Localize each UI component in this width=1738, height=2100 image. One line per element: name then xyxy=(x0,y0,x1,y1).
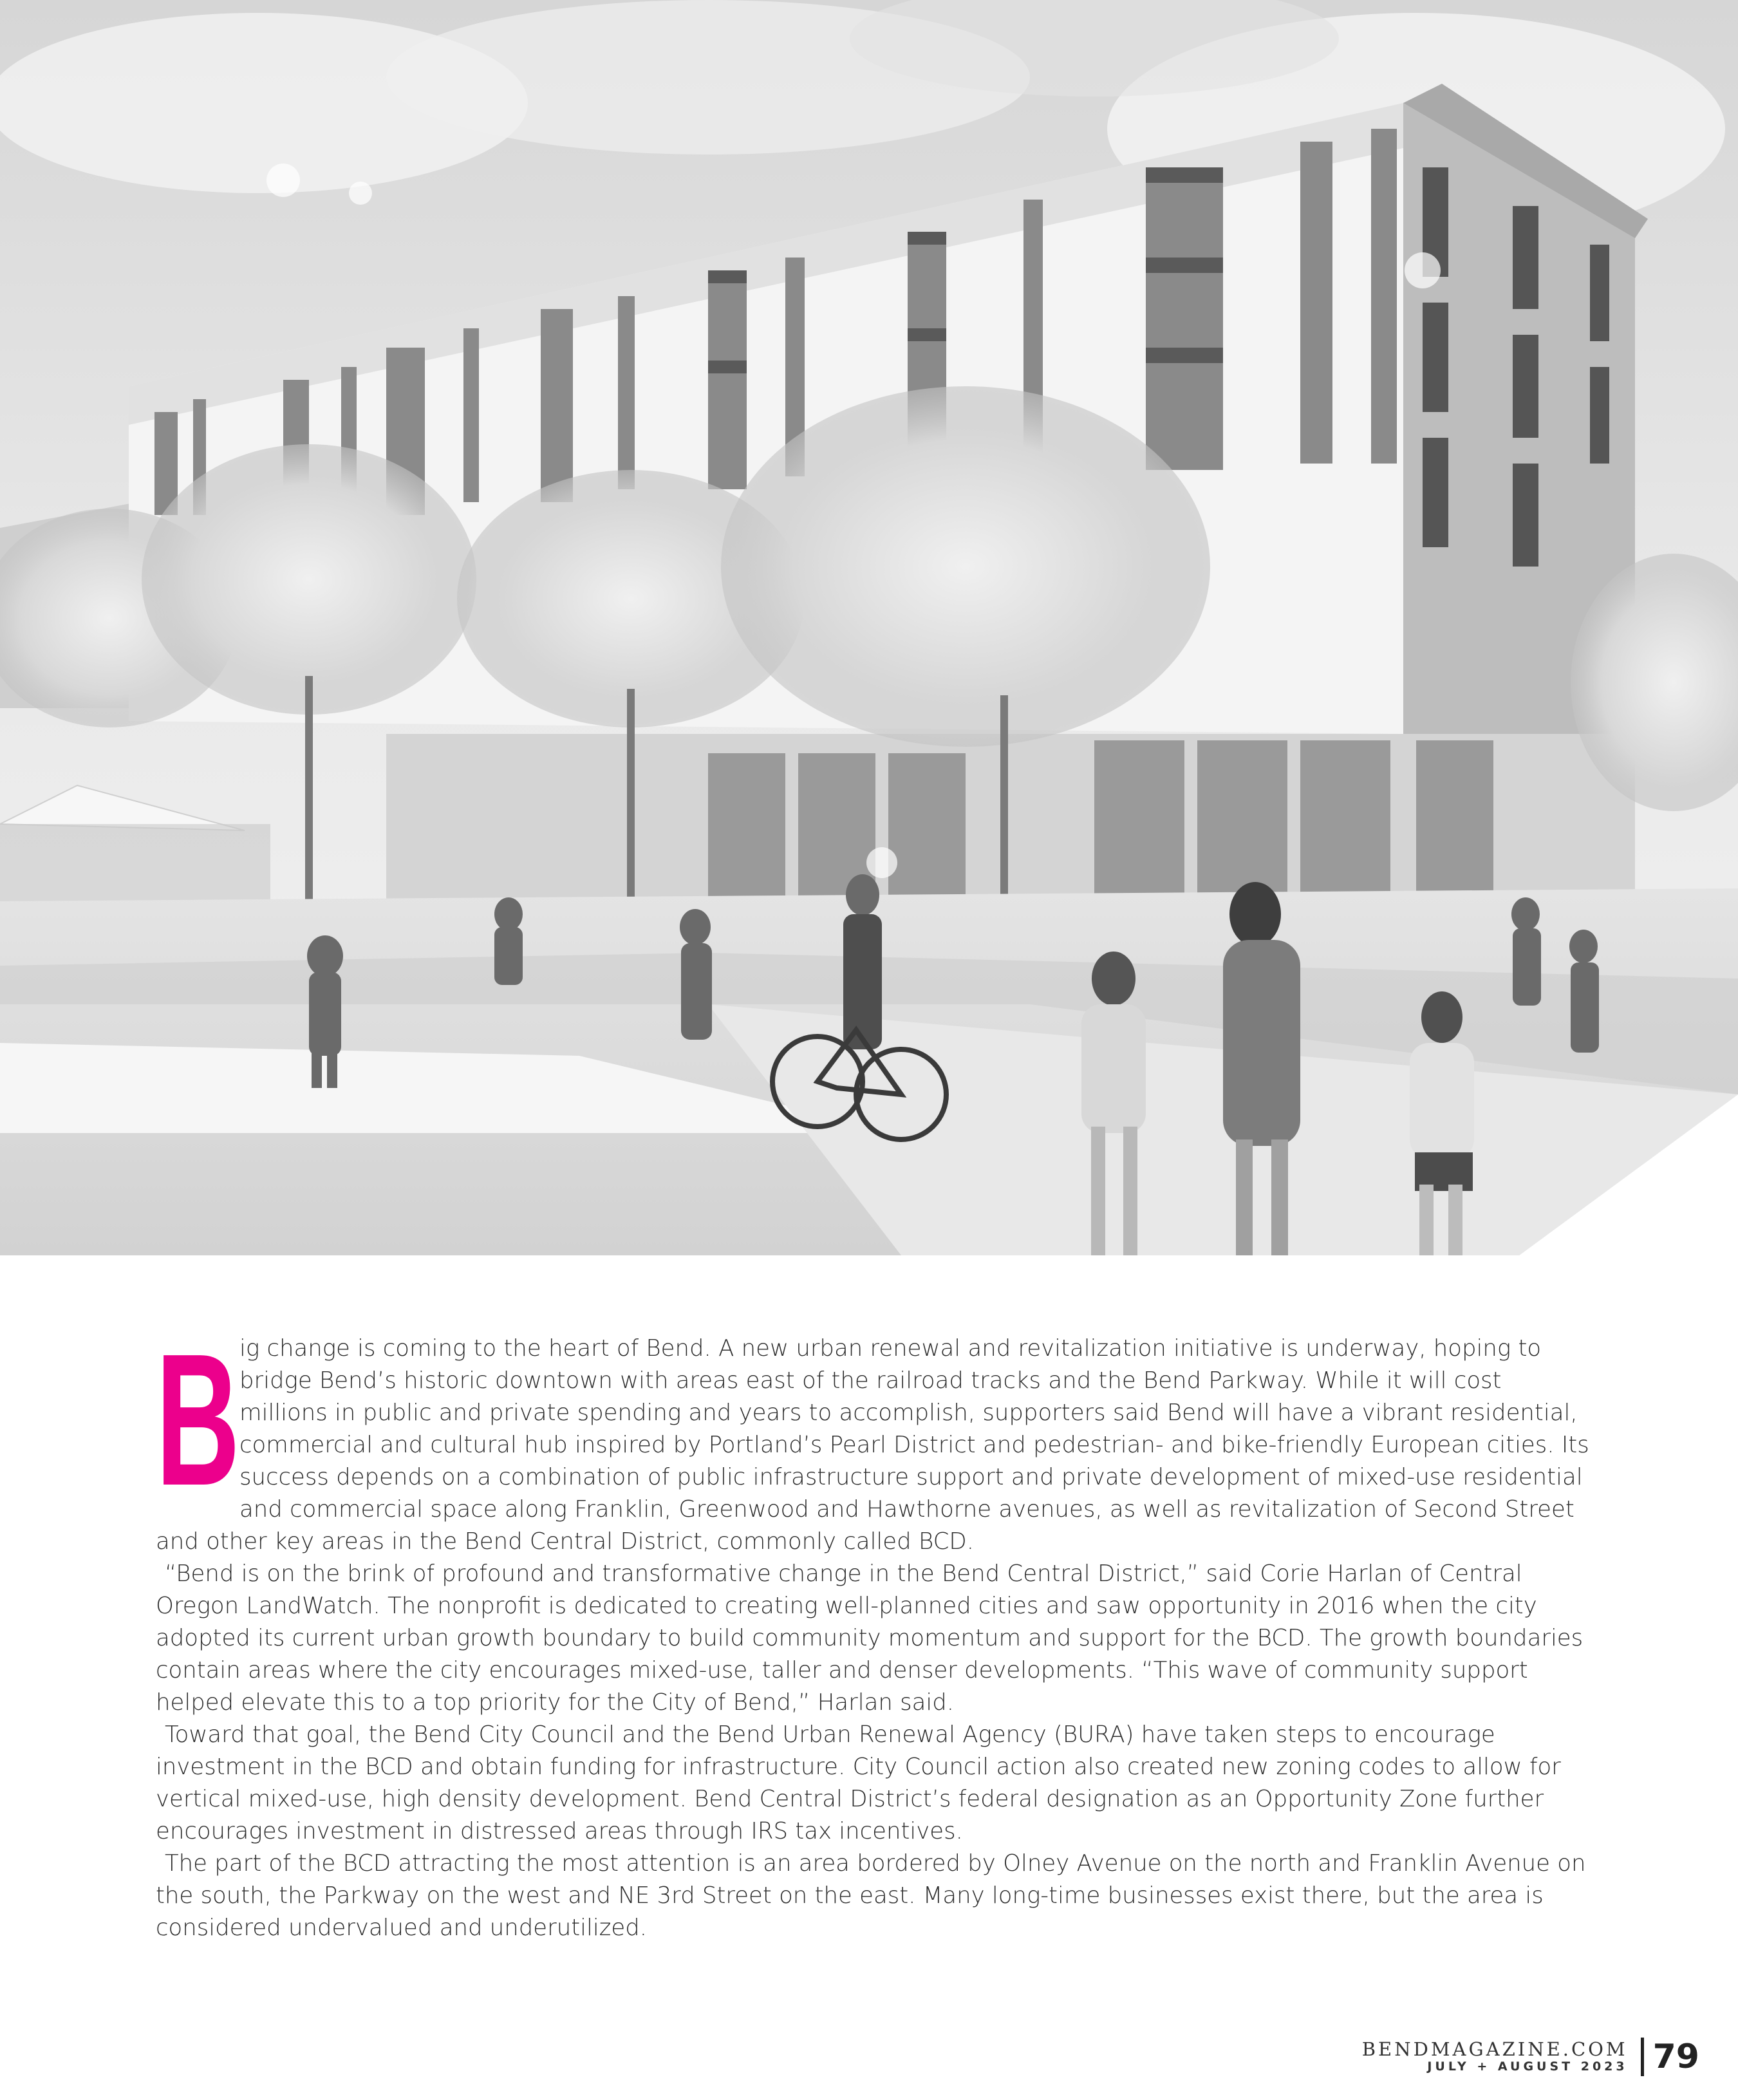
paragraph: Toward that goal, the Bend City Council and the Bend Urban Renewal Agency (BURA) have taken steps to encourage investment in the BCD and obtain funding for infrastructure. City Council action also created new zoning codes to allow for vertical mixed-use, high density development. Bend Central District’s federal designation as an Opportunity Zone further encourages investment in distressed areas through IRS tax incentives. xyxy=(156,1721,1561,1844)
paragraph-text: ig change is coming to the heart of Bend. A new urban renewal and revitalization initiative is underway, hoping to bridge Bend’s historic downtown with areas east of the railroad tracks and the Bend Parkway. While it will cost millions in public and private spending and years to accomplish, supporters said Bend will have a vibrant residential, commercial and cultural hub inspired by Portland’s Pearl District and pedestrian- and bike-friendly European cities. Its success depends on a combination of public infrastructure support and private development of mixed-use residential and commercial space along Franklin, Greenwood and Hawthorne avenues, as well as revitalization of Second Street and other key areas in the Bend Central District, commonly called BCD. xyxy=(156,1335,1589,1555)
footer-divider xyxy=(1641,2038,1644,2076)
article-body xyxy=(156,1315,1593,1944)
lead-paragraph xyxy=(156,1315,1593,1558)
page-footer xyxy=(1362,2034,1699,2079)
footer-brand xyxy=(1362,2039,1628,2074)
site-url: BENDMAGAZINE.COM xyxy=(1361,2038,1628,2060)
paragraph: “Bend is on the brink of profound and transformative change in the Bend Central District,” said Corie Harlan of Central Oregon LandWatch. The nonprofit is dedicated to creating well-planned cities and saw opportunity in 2016 when the city adopted its current urban growth boundary to build community momentum and support for the BCD. The growth boundaries contain areas where the city encourages mixed-use, taller and denser developments. “This wave of community support helped elevate this to a top priority for the City of Bend,” Harlan said. xyxy=(156,1561,1584,1716)
page-number: 79 xyxy=(1652,2038,1699,2076)
paragraph: The part of the BCD attracting the most attention is an area bordered by Olney Avenue on the north and Franklin Avenue on the south, the Parkway on the west and NE 3rd Street on the east. Many long-time businesses exist there, but the area is considered undervalued and underutilized. xyxy=(156,1850,1586,1941)
issue-date: JULY + AUGUST 2023 xyxy=(1427,2059,1628,2074)
drop-cap: B xyxy=(156,1315,239,1524)
